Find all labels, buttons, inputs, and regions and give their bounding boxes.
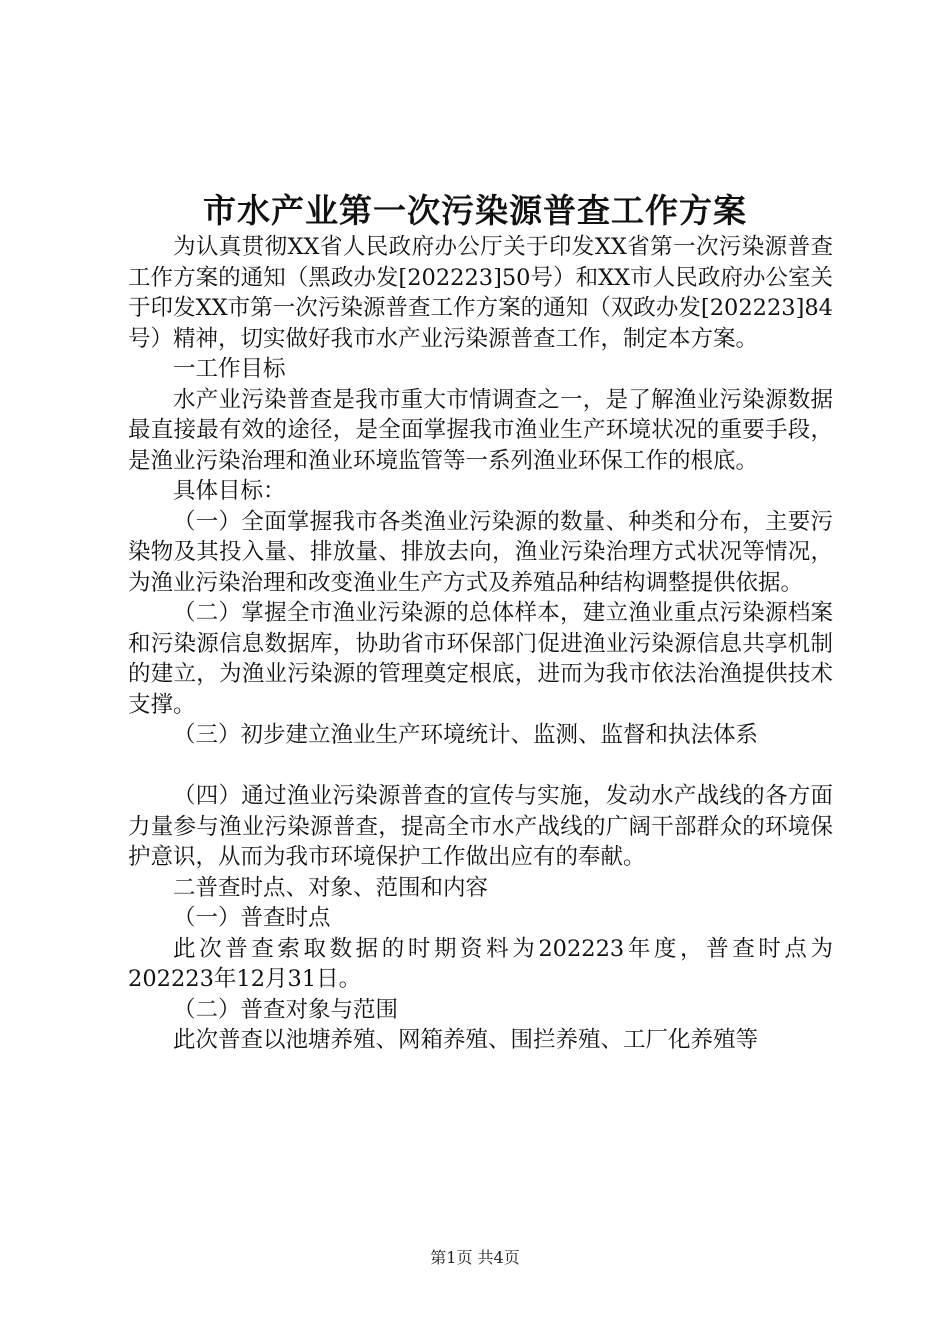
heading-survey-scope: 二普查时点、对象、范围和内容 bbox=[173, 874, 489, 901]
paragraph-goal-4: （四）通过渔业污染源普查的宣传与实施，发动水产战线的各方面力量参与渔业污染源普查，提高全市水产战线的广阔干部群众的环境保护意识，从而为我市环境保护工作做出应有的奉献。 bbox=[128, 783, 833, 870]
heading-specific-goals: 具体目标： bbox=[173, 478, 286, 504]
subheading-survey-time: （一）普查时点 bbox=[173, 905, 331, 931]
heading-work-goal: 一工作目标 bbox=[173, 356, 286, 382]
paragraph-survey-objects: 此次普查以池塘养殖、网箱养殖、围拦养殖、工厂化养殖等 bbox=[173, 1027, 759, 1053]
paragraph-intro: 为认真贯彻XX省人民政府办公厅关于印发XX省第一次污染源普查工作方案的通知（黑政办发[202223]50号）和XX市人民政府办公室关于印发XX市第一次污染源普查工作方案的通知（双政办发[202223]84号）精神，切实做好我市水产业污染源普查工作，制定本方案。 bbox=[128, 234, 833, 352]
page-footer: 第1页 共4页 bbox=[430, 1248, 520, 1267]
subheading-survey-objects: （二）普查对象与范围 bbox=[173, 996, 399, 1023]
paragraph-goal-description: 水产业污染普查是我市重大市情调查之一，是了解渔业污染源数据最直接最有效的途径，是全面掌握我市渔业生产环境状况的重要手段，是渔业污染治理和渔业环境监管等一系列渔业环保工作的根底。 bbox=[128, 386, 833, 474]
paragraph-goal-2: （二）掌握全市渔业污染源的总体样本，建立渔业重点污染源档案和污染源信息数据库，协助省市环保部门促进渔业污染源信息共享机制的建立，为渔业污染源的管理奠定根底，进而为我市依法治渔提供技术支撑。 bbox=[128, 600, 833, 718]
document-title: 市水产业第一次污染源普查工作方案 bbox=[203, 191, 747, 230]
paragraph-goal-3: （三）初步建立渔业生产环境统计、监测、监督和执法体系 bbox=[173, 722, 759, 748]
document-body bbox=[128, 232, 833, 1056]
paragraph-survey-time: 此次普查索取数据的时期资料为202223年度，普查时点为202223年12月31日。 bbox=[128, 935, 833, 992]
paragraph-goal-1: （一）全面掌握我市各类渔业污染源的数量、种类和分布，主要污染物及其投入量、排放量、排放去向，渔业污染治理方式状况等情况，为渔业污染治理和改变渔业生产方式及养殖品种结构调整提供依据。 bbox=[128, 508, 833, 596]
